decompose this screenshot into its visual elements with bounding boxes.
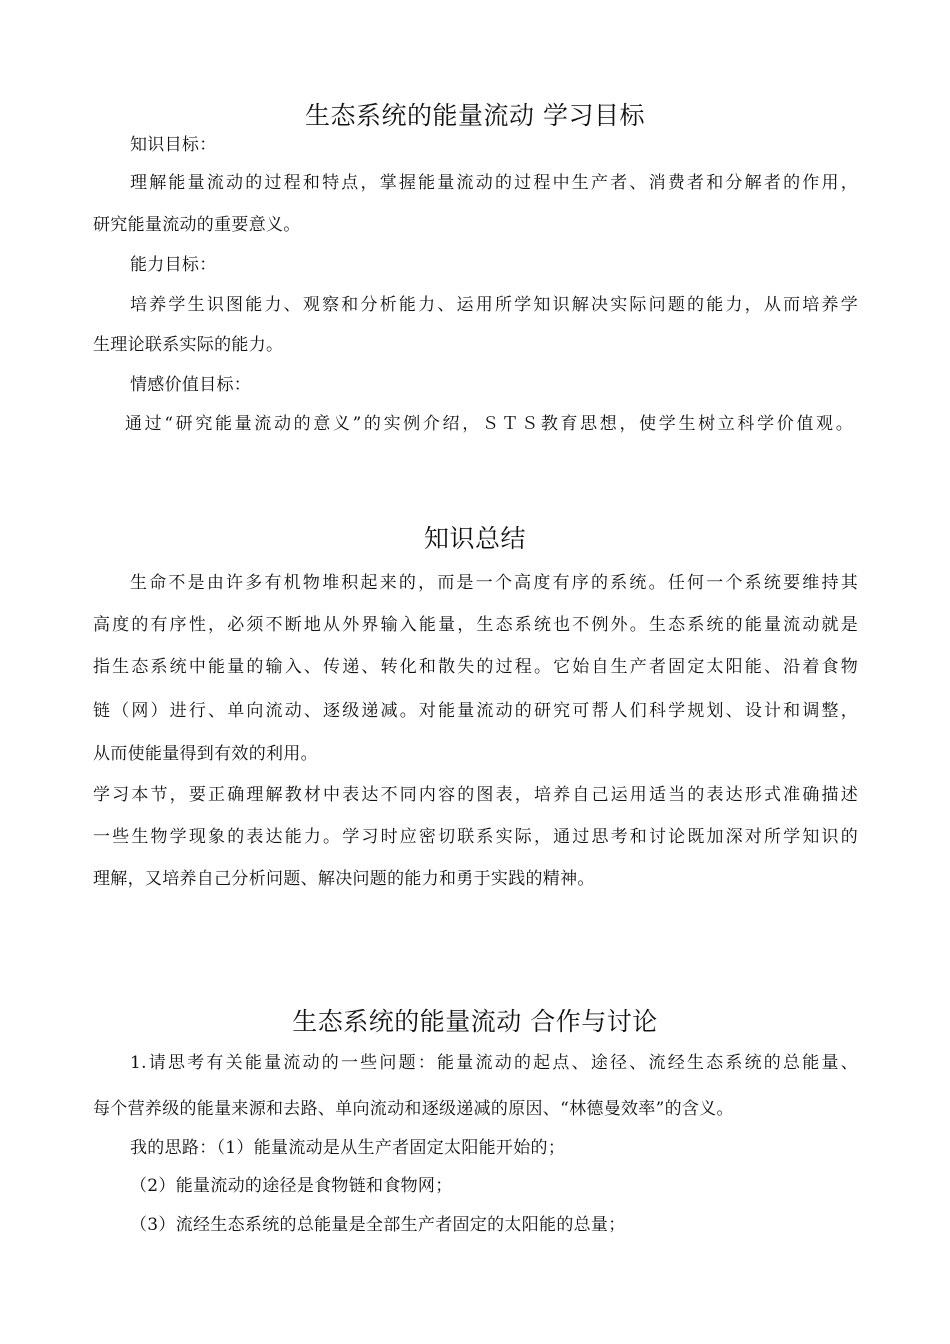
question-1-line-1: 1.请思考有关能量流动的一些问题：能量流动的起点、途径、流经生态系统的总能量、 bbox=[130, 1053, 858, 1073]
emotion-goal-label: 情感价值目标： bbox=[130, 375, 252, 395]
summary-para1-line-5: 从而使能量得到有效的利用。 bbox=[93, 744, 318, 764]
knowledge-goal-line-1: 理解能量流动的过程和特点，掌握能量流动的过程中生产者、消费者和分解者的作用， bbox=[130, 173, 858, 193]
my-thought-2: （2）能量流动的途径是食物链和食物网； bbox=[130, 1176, 453, 1196]
question-1-line-2: 每个营养级的能量来源和去路、单向流动和逐级递减的原因、“林德曼效率”的含义。 bbox=[93, 1099, 734, 1119]
summary-para2-line-1: 学习本节，要正确理解教材中表达不同内容的图表，培养自己运用适当的表达形式准确描述 bbox=[93, 785, 858, 805]
summary-para1-line-1: 生命不是由许多有机物堆积起来的，而是一个高度有序的系统。任何一个系统要维持其 bbox=[130, 573, 858, 593]
summary-para1-line-3: 指生态系统中能量的输入、传递、转化和散失的过程。它始自生产者固定太阳能、沿着食物 bbox=[93, 657, 858, 677]
knowledge-goal-label: 知识目标： bbox=[130, 135, 217, 155]
summary-para1-line-4: 链（网）进行、单向流动、逐级递减。对能量流动的研究可帮人们科学规划、设计和调整， bbox=[93, 701, 858, 721]
summary-para1-line-2: 高度的有序性，必须不断地从外界输入能量，生态系统也不例外。生态系统的能量流动就是 bbox=[93, 615, 858, 635]
ability-goal-line-1: 培养学生识图能力、观察和分析能力、运用所学知识解决实际问题的能力，从而培养学 bbox=[130, 295, 858, 315]
my-thought-3: （3）流经生态系统的总能量是全部生产者固定的太阳能的总量； bbox=[130, 1215, 626, 1235]
discussion-title: 生态系统的能量流动 合作与讨论 bbox=[292, 1007, 658, 1036]
ability-goal-line-2: 生理论联系实际的能力。 bbox=[93, 335, 284, 355]
summary-para2-line-3: 理解，又培养自己分析问题、解决问题的能力和勇于实践的精神。 bbox=[93, 869, 595, 889]
knowledge-goal-line-2: 研究能量流动的重要意义。 bbox=[93, 215, 301, 235]
learning-goals-title: 生态系统的能量流动 学习目标 bbox=[305, 101, 645, 130]
my-thought-1: 我的思路：（1）能量流动是从生产者固定太阳能开始的； bbox=[130, 1138, 566, 1158]
summary-para2-line-2: 一些生物学现象的表达能力。学习时应密切联系实际，通过思考和讨论既加深对所学知识的 bbox=[93, 827, 858, 847]
knowledge-summary-title: 知识总结 bbox=[423, 524, 526, 553]
emotion-goal-text: 通过“研究能量流动的意义”的实例介绍，ＳＴＳ教育思想，使学生树立科学价值观。 bbox=[125, 414, 853, 434]
ability-goal-label: 能力目标： bbox=[130, 255, 217, 275]
